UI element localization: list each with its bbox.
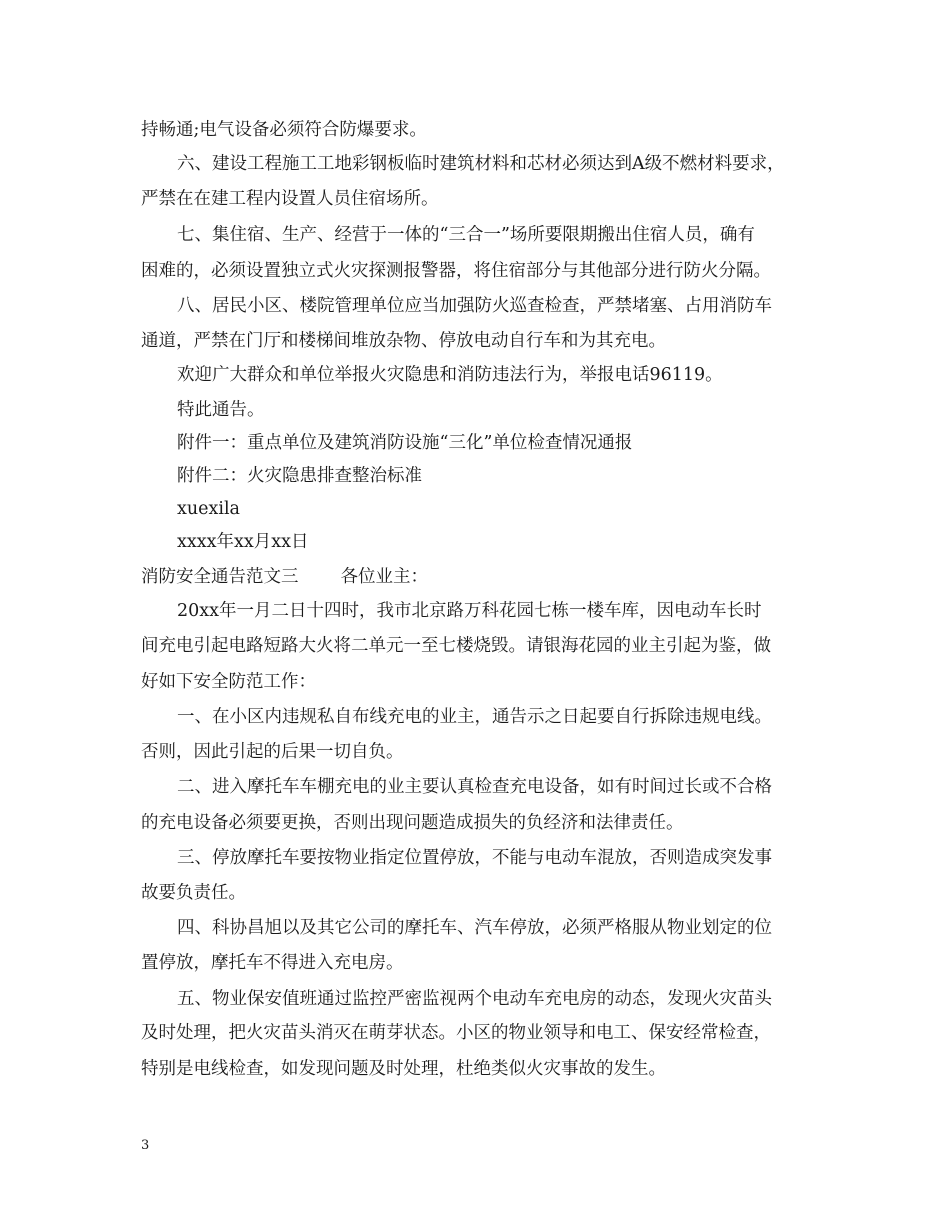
page-number: 3 [141,1138,150,1153]
text-line: 故要负责任。 [141,883,246,903]
text-line: 五、物业保安值班通过监控严密监视两个电动车充电房的动态，发现火灾苗头 [177,989,772,1009]
text-line: 附件一：重点单位及建筑消防设施“三化”单位检查情况通报 [177,433,633,453]
salutation: 各位业主： [340,567,428,587]
section-title: 消防安全通告范文三 [141,567,299,587]
text-line: 八、居民小区、楼院管理单位应当加强防火巡查检查，严禁堵塞、占用消防车 [177,296,772,316]
text-line: 置停放，摩托车不得进入充电房。 [141,953,404,973]
text-line: xuexila [177,499,240,519]
text-line: 二、进入摩托车车棚充电的业主要认真检查充电设备，如有时间过长或不合格 [177,777,772,797]
text-line: 欢迎广大群众和单位举报火灾隐患和消防违法行为，举报电话96119。 [177,365,723,385]
text-line: 间充电引起电路短路大火将二单元一至七楼烧毁。请银海花园的业主引起为鉴，做 [141,636,771,656]
text-line: 特别是电线检查，如发现问题及时处理，杜绝类似火灾事故的发生。 [141,1059,666,1079]
text-line: 严禁在在建工程内设置人员住宿场所。 [141,189,439,209]
text-line: 好如下安全防范工作： [141,672,316,692]
text-line: 一、在小区内违规私自布线充电的业主，通告示之日起要自行拆除违规电线。 [177,707,772,727]
text-line: 六、建设工程施工工地彩钢板临时建筑材料和芯材必须达到A级不燃材料要求， [177,154,785,174]
text-line: 否则，因此引起的后果一切自负。 [141,742,404,762]
text-line: 七、集住宿、生产、经营于一体的“三合一”场所要限期搬出住宿人员，确有 [177,225,755,245]
text-line: 及时处理，把火灾苗头消灭在萌芽状态。小区的物业领导和电工、保安经常检查， [141,1023,771,1043]
text-line: xxxx年xx月xx日 [177,532,309,552]
text-line: 困难的，必须设置独立式火灾探测报警器，将住宿部分与其他部分进行防火分隔。 [141,261,771,281]
text-line: 的充电设备必须要更换，否则出现问题造成损失的负经济和法律责任。 [141,813,684,833]
text-line: 持畅通;电气设备必须符合防爆要求。 [141,120,427,140]
text-line: 20xx年一月二日十四时，我市北京路万科花园七栋一楼车库，因电动车长时 [177,601,762,621]
text-line: 特此通告。 [177,400,265,420]
text-line: 通道，严禁在门厅和楼梯间堆放杂物、停放电动自行车和为其充电。 [141,331,666,351]
section-heading-line [0,565,428,589]
text-line: 三、停放摩托车要按物业指定位置停放，不能与电动车混放，否则造成突发事 [177,848,772,868]
text-line: 附件二：火灾隐患排查整治标准 [177,466,422,486]
text-line: 四、科协昌旭以及其它公司的摩托车、汽车停放，必须严格服从物业划定的位 [177,918,772,938]
